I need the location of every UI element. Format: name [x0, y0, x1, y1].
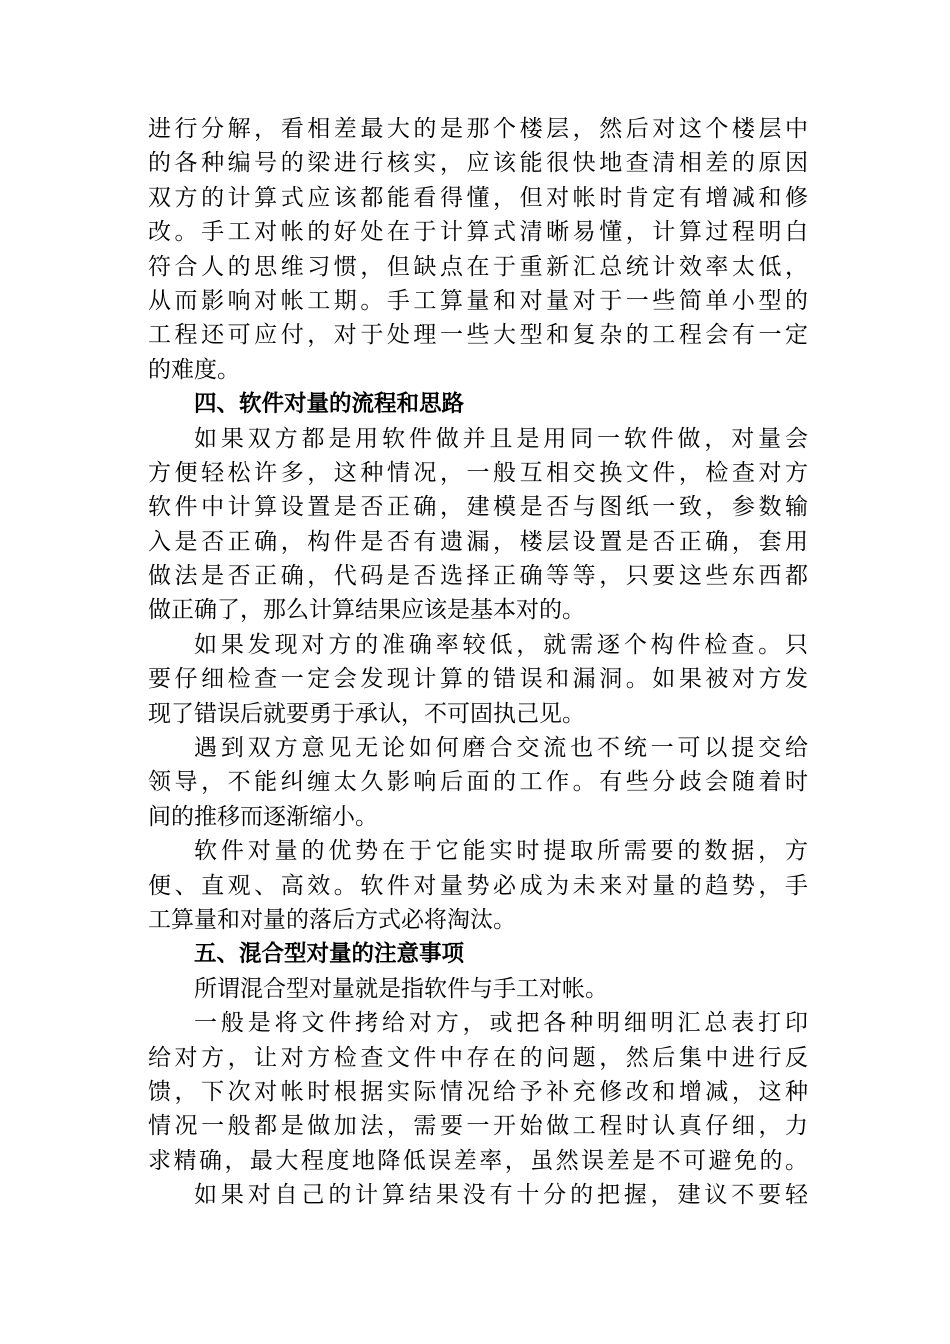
text-line: 的各种编号的梁进行核实，应该能很快地查清相差的原因 — [148, 150, 808, 177]
text-line: 如果发现对方的准确率较低，就需逐个构件检查。只 — [194, 631, 808, 658]
text-line: 进行分解，看相差最大的是那个楼层，然后对这个楼层中 — [148, 116, 808, 142]
text-line: 如果双方都是用软件做并且是用同一软件做，对量会 — [194, 425, 808, 452]
text-line: 双方的计算式应该都能看得懂，但对帐时肯定有增减和修 — [148, 184, 808, 211]
text-line: 的难度。 — [148, 356, 240, 383]
text-line: 求精确，最大程度地降低误差率，虽然误差是不可避免的。 — [148, 1147, 808, 1174]
text-line: 给对方，让对方检查文件中存在的问题，然后集中进行反 — [148, 1044, 808, 1071]
text-line: 软件中计算设置是否正确，建模是否与图纸一致，参数输 — [148, 494, 808, 521]
text-line: 现了错误后就要勇于承认，不可固执己见。 — [148, 700, 585, 727]
text-line: 领导，不能纠缠太久影响后面的工作。有些分歧会随着时 — [148, 769, 808, 796]
text-line: 便、直观、高效。软件对量势必成为未来对量的趋势，手 — [148, 872, 808, 899]
text-line: 软件对量的优势在于它能实时提取所需要的数据，方 — [194, 838, 808, 865]
text-line: 工程还可应付，对于处理一些大型和复杂的工程会有一定 — [148, 322, 808, 349]
section-heading: 四、软件对量的流程和思路 — [194, 391, 465, 418]
text-line: 要仔细检查一定会发现计算的错误和漏洞。如果被对方发 — [148, 666, 808, 693]
section-heading: 五、混合型对量的注意事项 — [194, 941, 465, 968]
text-line: 一般是将文件拷给对方，或把各种明细明汇总表打印 — [194, 1010, 808, 1037]
text-line: 馈，下次对帐时根据实际情况给予补充修改和增减，这种 — [148, 1078, 808, 1105]
text-line: 工算量和对量的落后方式必将淘汰。 — [148, 906, 516, 933]
text-line: 情况一般都是做加法，需要一开始做工程时认真仔细，力 — [148, 1113, 808, 1140]
text-line: 符合人的思维习惯，但缺点在于重新汇总统计效率太低， — [148, 253, 808, 280]
text-line: 如果对自己的计算结果没有十分的把握，建议不要轻 — [194, 1182, 808, 1209]
text-line: 方便轻松许多，这种情况，一般互相交换文件，检查对方 — [148, 459, 808, 486]
text-line: 改。手工对帐的好处在于计算式清晰易懂，计算过程明白 — [148, 219, 808, 246]
text-line: 遇到双方意见无论如何磨合交流也不统一可以提交给 — [194, 735, 808, 762]
text-line: 间的推移而逐渐缩小。 — [148, 803, 378, 830]
text-line: 所谓混合型对量就是指软件与手工对帐。 — [194, 975, 608, 1002]
document-body — [148, 112, 808, 1213]
text-line: 做正确了，那么计算结果应该是基本对的。 — [148, 597, 585, 624]
text-line: 入是否正确，构件是否有遗漏，楼层设置是否正确，套用 — [148, 528, 808, 555]
text-line: 做法是否正确，代码是否选择正确等等，只要这些东西都 — [148, 563, 808, 590]
text-line: 从而影响对帐工期。手工算量和对量对于一些简单小型的 — [148, 287, 808, 314]
